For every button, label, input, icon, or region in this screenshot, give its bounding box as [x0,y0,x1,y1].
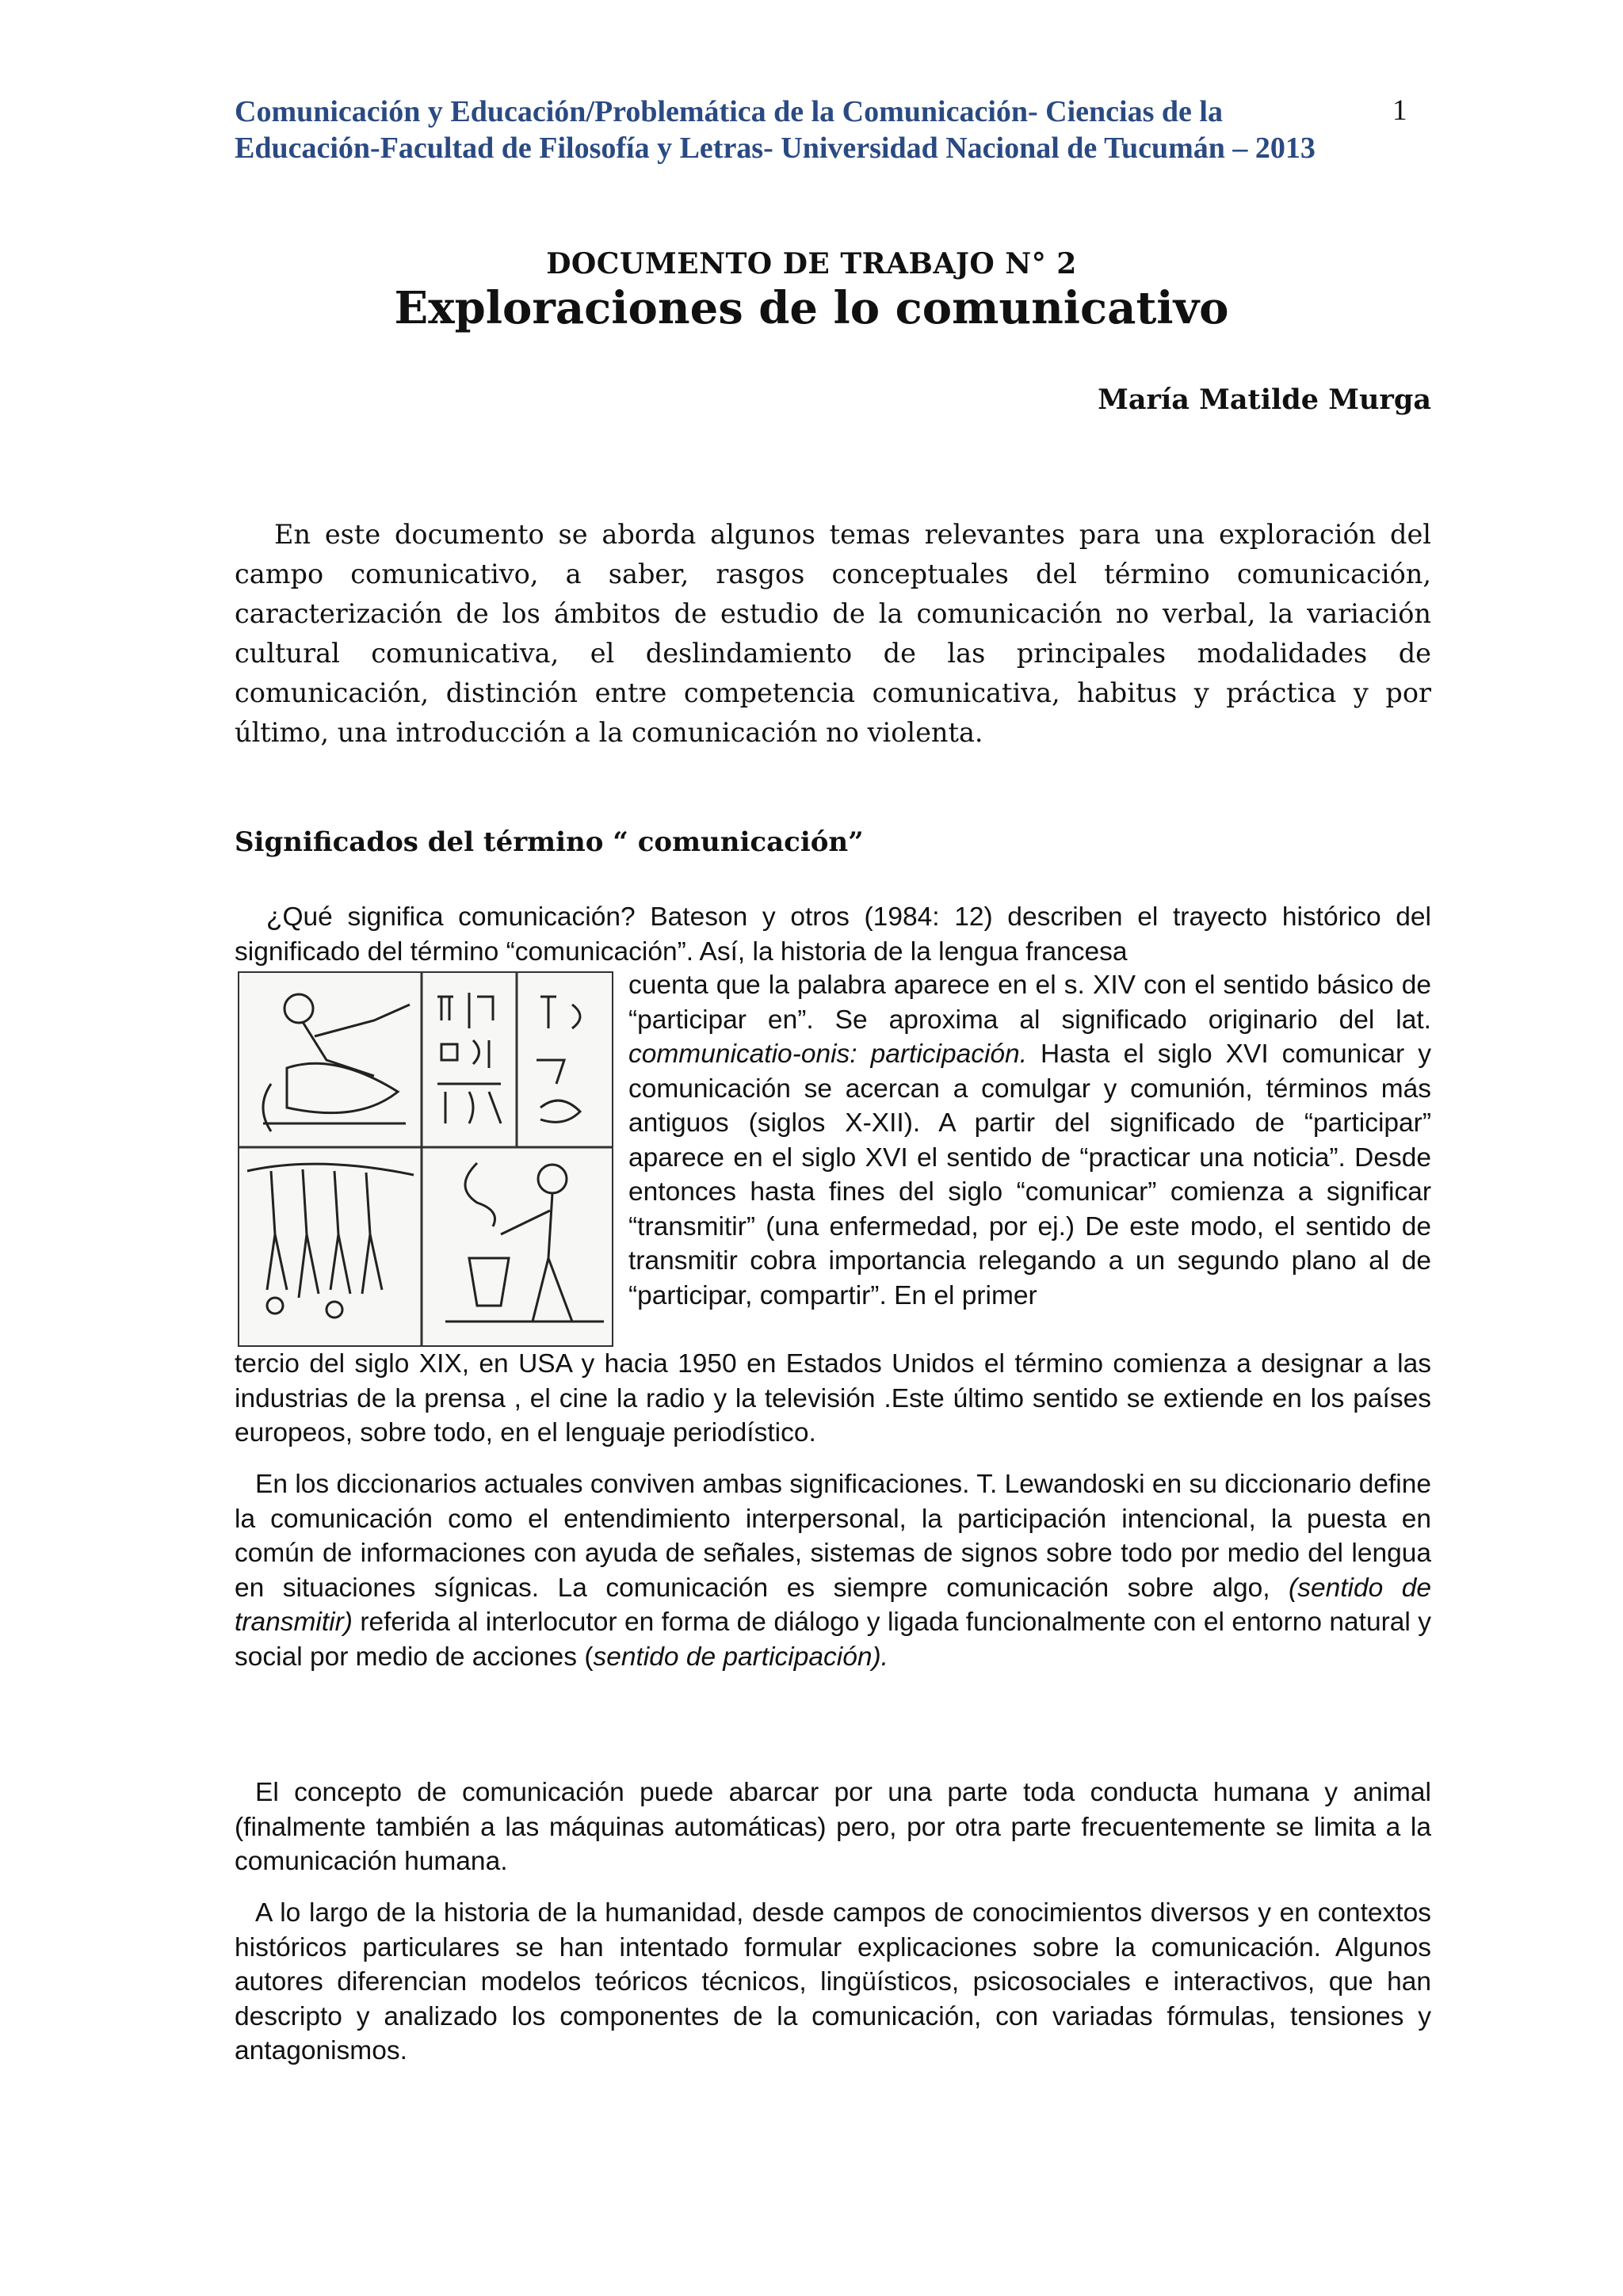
hieroglyph-illustration-icon [239,973,612,1345]
paragraph-2-italic-2: sentido de participación). [593,1642,888,1672]
paragraph-3 [235,1775,1431,1879]
abstract-text: En este documento se aborda algunos temas relevantes para una exploración del campo comunicativo, a saber, rasgos conceptuales del término comunicación, caracterización de los ámbitos de estudio de la comunicación no verbal, la variación cultural comunicativa, el deslindamiento de las principales modalidades de comunicación, distinción entre competencia comunicativa, habitus y práctica y por último, una introducción a la comunicación no violenta. [235,519,1431,748]
page-number: 1 [1392,94,1407,127]
paragraph-3-text: El concepto de comunicación puede abarcar por una parte toda conducta humana y animal (finalmente también a las máquinas automáticas) pero, por otra parte frecuentemente se limita a la comunicación humana. [235,1778,1431,1876]
paragraph-1-wrap [628,968,1431,1313]
abstract-paragraph [235,515,1431,753]
paragraph-4 [235,1896,1431,2069]
document-title: Exploraciones de lo comunicativo [394,282,1229,334]
paragraph-1-top [235,900,1431,969]
historical-illustration [238,971,613,1347]
paragraph-1-wrap-a: cuenta que la palabra aparece en el s. XIV con el sentido básico de “participar en”. Se aproxima al significado originario del lat. [628,971,1431,1035]
document-label: DOCUMENTO DE TRABAJO N° 2 [546,247,1077,280]
paragraph-2-a: En los diccionarios actuales conviven ambas significaciones. T. Lewandoski en su diccionario define la comunicación como el entendimiento interpersonal, la participación intencional, la puesta en común de informaciones con ayuda de señales, sistemas de signos sobre todo por medio del lengua en situaciones sígnicas. La comunicación es siempre comunicación sobre algo, [235,1470,1431,1603]
paragraph-4-text: A lo largo de la historia de la humanidad, desde campos de conocimientos diversos y en contextos históricos particulares se han intentado formular explicaciones sobre la comunicación. Algunos autores diferencian modelos teóricos técnicos, lingüísticos, psicosociales e interactivos, que han descripto y analizado los componentes de la comunicación, con variadas fórmulas, tensiones y antagonismos. [235,1898,1431,2065]
paragraph-2-b: referida al interlocutor en forma de diálogo y ligada funcionalmente con el entorno natural y social por medio de acciones ( [235,1608,1431,1672]
paragraph-1-wrap-b: Hasta el siglo XVI comunicar y comunicación se acercan a comulgar y comunión, términos más antiguos (siglos X-XII). A partir del significado de “participar” aparece en el siglo XVI el sentido de “practicar una noticia”. Desde entonces hasta fines del siglo “comunicar” comienza a significar “transmitir” (una enfermedad, por ej.) De este modo, el sentido de transmitir cobra importancia relegando a un segundo plano al de “participar, compartir”. En el primer [628,1039,1431,1310]
paragraph-1-bottom: tercio del siglo XIX, en USA y hacia 1950 en Estados Unidos el término comienza a designar a las industrias de la prensa , el cine la radio y la televisión .Este último sentido se extiende en los países europeos, sobre todo, en el lenguaje periodístico. [235,1349,1431,1447]
paragraph-2 [235,1467,1431,1674]
paragraph-2-italic-1: (sentido de transmitir) [235,1573,1431,1637]
paragraph-1-top-text: ¿Qué significa comunicación? Bateson y otros (1984: 12) describen el trayecto histórico del significado del término “comunicación”. Así, la historia de la lengua francesa [235,902,1431,967]
section-heading: Significados del término “ comunicación” [235,826,864,858]
running-head: Comunicación y Educación/Problemática de la Comunicación- Ciencias de la Educación-Facultad de Filosofía y Letras- Universidad Nacional de Tucumán – 2013 [235,95,1316,165]
paragraph-1-wrap-italic: communicatio-onis: participación. [628,1039,1027,1069]
author-name: María Matilde Murga [1098,383,1431,416]
